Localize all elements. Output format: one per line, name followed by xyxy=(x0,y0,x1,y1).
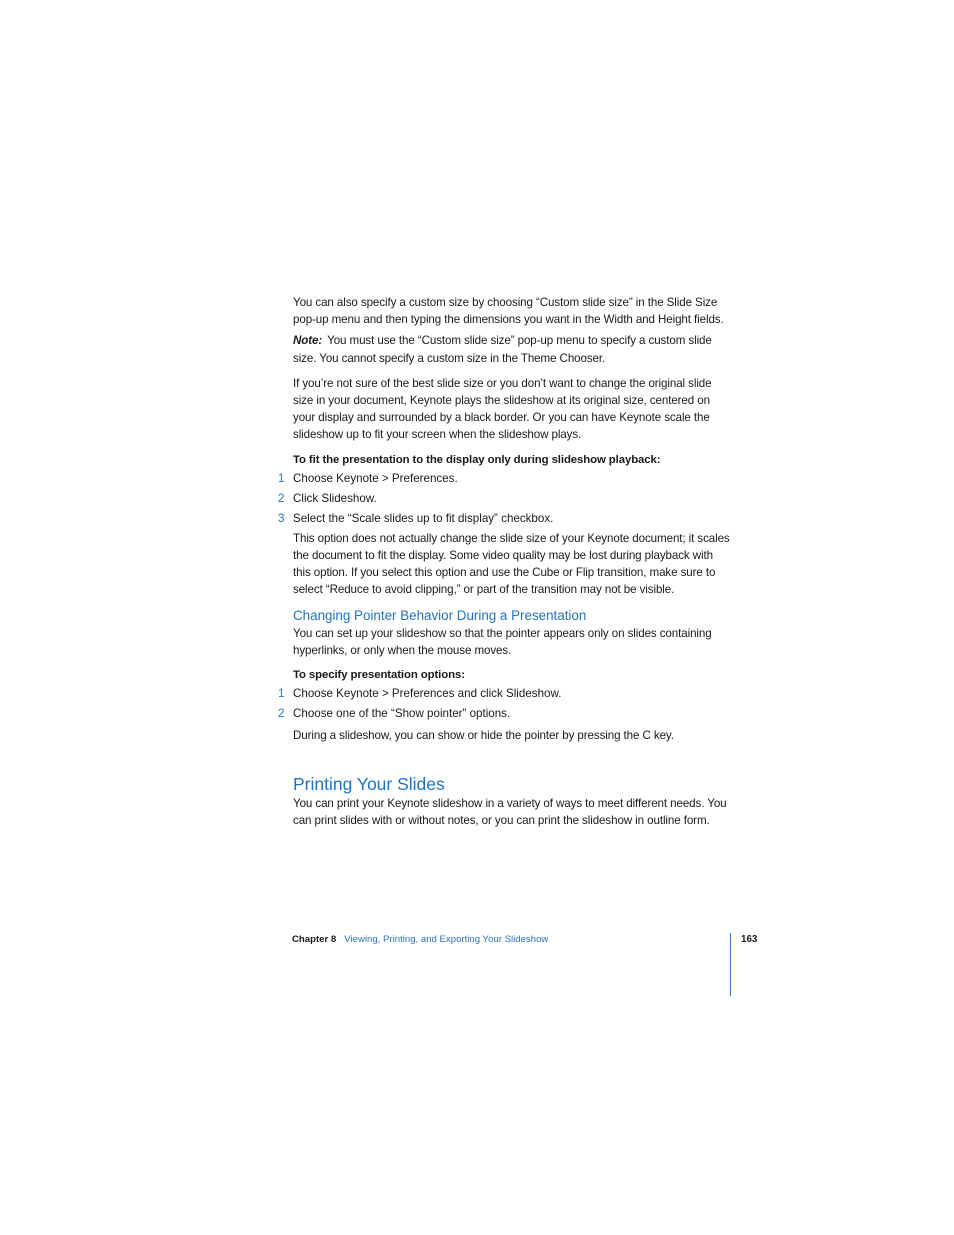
custom-size-paragraph: You can also specify a custom size by choosing “Custom slide size” in the Slide Size pop-up menu and then typing the dimensions you want in the Width and Height fields. xyxy=(293,296,724,327)
footer-chapter-label: Chapter 8 xyxy=(292,934,337,945)
subheading-pointer-behavior: Changing Pointer Behavior During a Presentation xyxy=(293,607,587,623)
slide-size-paragraph: If you’re not sure of the best slide size or you don’t want to change the original slide size in your document, Keynote plays the slideshow at its original size, centered on your display and surrounded by a black border. Or you can have Keynote scale the slideshow up to fit your screen when the slideshow plays. xyxy=(293,376,712,442)
list-item xyxy=(278,705,733,722)
printing-intro-paragraph: You can print your Keynote slideshow in a variety of ways to meet different needs. You can print slides with or without notes, or you can print the slideshow in outline form. xyxy=(293,796,727,827)
step-number: 2 xyxy=(278,491,285,505)
note-paragraph xyxy=(293,332,733,366)
note-text: You must use the “Custom slide size” pop-up menu to specify a custom slide size. You cannot specify a custom size in the Theme Chooser. xyxy=(293,334,712,365)
fit-display-steps xyxy=(278,470,733,527)
page-number: 163 xyxy=(741,934,758,945)
step-number: 1 xyxy=(278,471,285,485)
list-item xyxy=(278,685,733,702)
step-number: 2 xyxy=(278,707,285,721)
list-item xyxy=(278,510,733,527)
footer-divider xyxy=(730,933,731,996)
step-text: Click Slideshow. xyxy=(293,491,377,505)
task-heading-presentation-options: To specify presentation options: xyxy=(293,669,465,682)
fit-display-followup: This option does not actually change the slide size of your Keynote document; it scales the document to fit the display. Some video quality may be lost during playback with this option. If you select this option and use the Cube or Flip transition, make sure to select “Reduce to avoid clipping,” or part of the transition may not be visible. xyxy=(293,531,730,597)
pointer-closing-paragraph: During a slideshow, you can show or hide the pointer by pressing the C key. xyxy=(293,729,674,743)
list-item xyxy=(278,470,733,487)
pointer-intro-paragraph: You can set up your slideshow so that the pointer appears only on slides containing hyperlinks, or only when the mouse moves. xyxy=(293,626,712,657)
step-text: Choose Keynote > Preferences. xyxy=(293,471,458,485)
page-footer xyxy=(292,933,548,947)
footer-chapter-title: Viewing, Printing, and Exporting Your Slideshow xyxy=(344,934,549,945)
page-content xyxy=(278,294,733,829)
section-heading-printing: Printing Your Slides xyxy=(293,773,445,794)
note-label: Note: xyxy=(293,334,323,348)
list-item xyxy=(278,490,733,507)
step-text: Select the “Scale slides up to fit display” checkbox. xyxy=(293,511,554,525)
step-text: Choose Keynote > Preferences and click Slideshow. xyxy=(293,687,562,701)
step-number: 3 xyxy=(278,511,285,525)
step-number: 1 xyxy=(278,687,285,701)
task-heading-fit-display: To fit the presentation to the display only during slideshow playback: xyxy=(293,453,661,466)
step-text: Choose one of the “Show pointer” options. xyxy=(293,707,511,721)
presentation-options-steps xyxy=(278,685,733,722)
